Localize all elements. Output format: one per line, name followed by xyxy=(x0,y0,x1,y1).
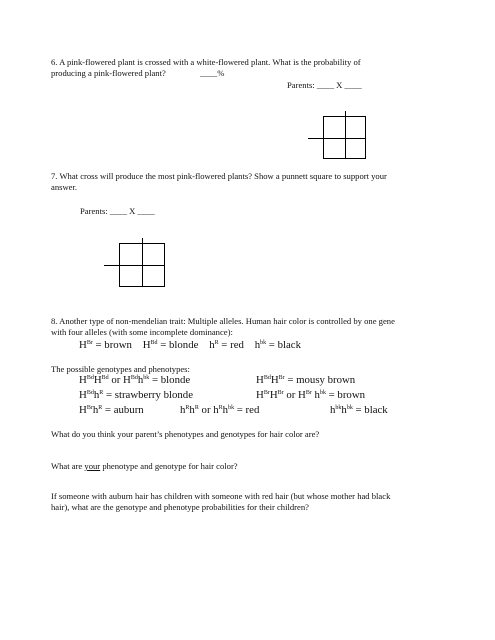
q8-line1: 8. Another type of non-mendelian trait: Multiple alleles. Human hair color is controlled by one gene xyxy=(51,316,395,326)
genotype-red: $h^Rh^R$ or $h^Rh^{bk}$ = red xyxy=(180,404,260,416)
punnett-horizontal-line xyxy=(308,138,365,139)
allele-black: $h^{bk}$ = black xyxy=(254,339,301,351)
question-children-line1: If someone with auburn hair has children with someone with red hair (but whose mother had black xyxy=(51,491,391,501)
punnett-horizontal-line xyxy=(104,265,164,266)
punnett-vertical-line xyxy=(345,111,346,158)
genotype-black: $h^{bk}h^{bk}$ = black xyxy=(330,404,388,416)
q8-possible-heading: The possible genotypes and phenotypes: xyxy=(51,364,190,374)
punnett-vertical-line xyxy=(142,238,143,286)
q7-line1: 7. What cross will produce the most pink-flowered plants? Show a punnett square to support your xyxy=(51,171,387,181)
q7-parents-line: Parents: ____ X ____ xyxy=(80,206,155,216)
q6-probability-blank: ____% xyxy=(200,68,225,78)
allele-blonde: $H^{Bd}$ = blonde xyxy=(142,339,199,351)
q6-line1: 6. A pink-flowered plant is crossed with a white-flowered plant. What is the probability of xyxy=(51,57,361,67)
genotype-brown: $H^{Br}H^{Br}$ or $H^{Br}$ $h^{bk}$ = brown xyxy=(256,389,366,401)
q7-punnett-square xyxy=(119,243,165,287)
q6-line2: producing a pink-flowered plant? xyxy=(51,68,166,78)
allele-red: $h^R$ = red xyxy=(209,339,244,351)
genotype-strawberry-blonde: $H^{Bd}h^R$ = strawberry blonde xyxy=(79,389,193,401)
genotype-blonde: $H^{Bd}H^{Bd}$ or $H^{Bd}h^{bk}$ = blonde xyxy=(79,374,191,386)
genotype-mousy-brown: $H^{Bd}H^{Br}$ = mousy brown xyxy=(256,374,356,386)
question-parents-hair: What do you think your parent’s phenotypes and genotypes for hair color are? xyxy=(51,429,320,439)
q8-allele-list xyxy=(79,339,301,352)
question-your-hair: What are your phenotype and genotype for hair color? xyxy=(51,461,238,471)
genotype-auburn: $H^{Br}h^R$ = auburn xyxy=(79,404,144,416)
allele-brown: $H^{Br}$ = brown xyxy=(79,339,132,351)
q7-line2: answer. xyxy=(51,182,78,192)
q8-line2: with four alleles (with some incomplete dominance): xyxy=(51,327,233,337)
q6-parents-line: Parents: ____ X ____ xyxy=(287,80,362,90)
q6-punnett-square xyxy=(323,116,366,159)
question-children-line2: hair), what are the genotype and phenotype probabilities for their children? xyxy=(51,502,309,512)
